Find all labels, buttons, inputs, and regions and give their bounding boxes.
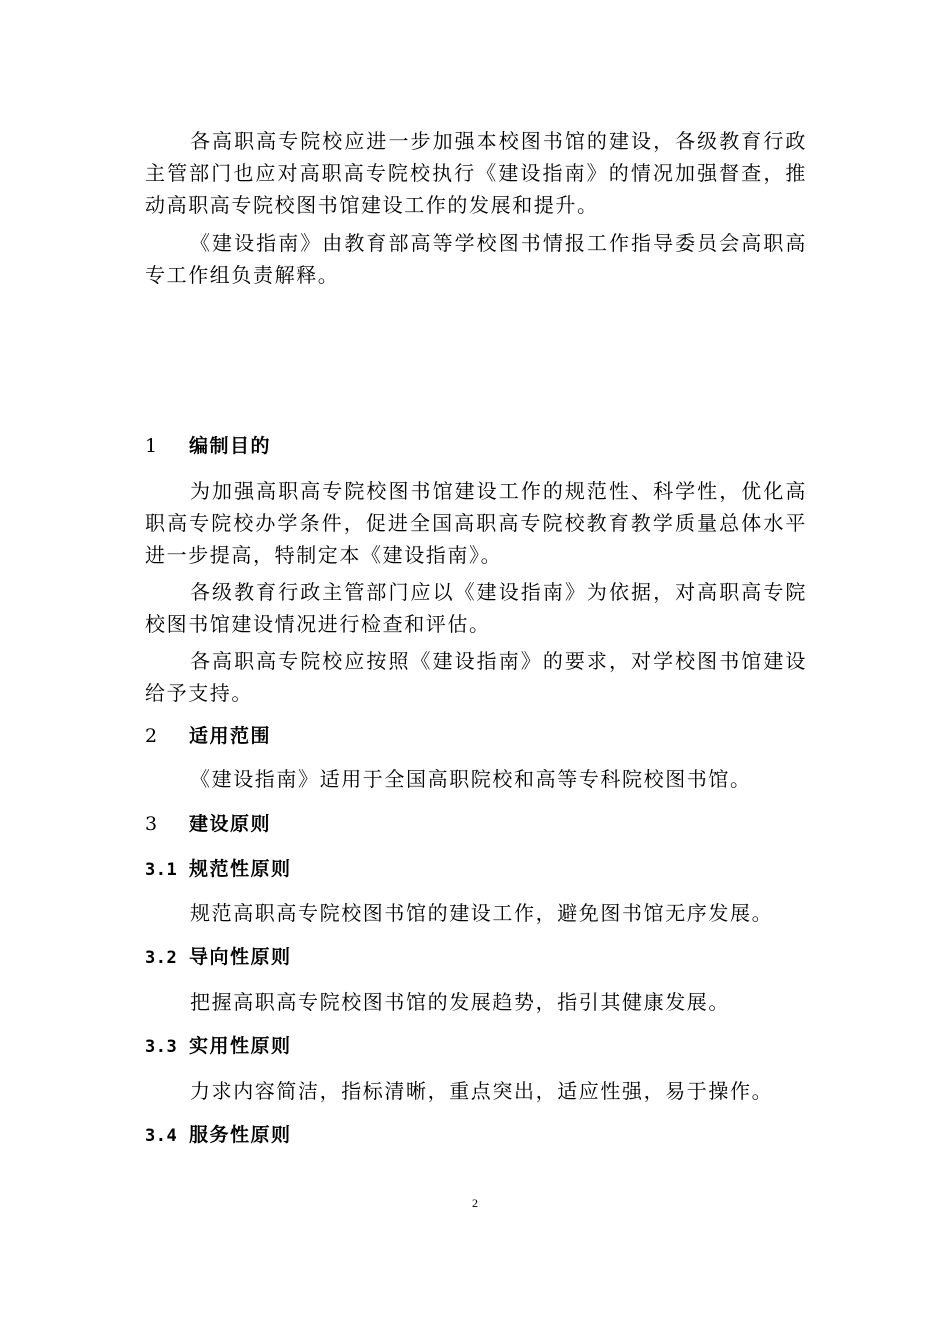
section-2-title: 适用范围: [189, 725, 272, 747]
section-3-2-paragraph: 把握高职高专院校图书馆的发展趋势，指引其健康发展。: [190, 990, 730, 1014]
section-3-heading: [145, 810, 271, 838]
section-1-heading: [145, 432, 271, 460]
section-2-paragraph-1: 《建设指南》适用于全国高职院校和高等专科院校图书馆。: [190, 767, 752, 791]
section-3-3-number: 3.3: [145, 1037, 178, 1057]
section-3-4-title: 服务性原则: [189, 1124, 292, 1146]
section-2-number: 2: [145, 725, 159, 747]
section-3-1-title: 规范性原则: [189, 858, 292, 880]
section-3-2-number: 3.2: [145, 948, 178, 968]
section-3-3-heading: [145, 1032, 292, 1061]
section-3-2-heading: [145, 943, 292, 972]
section-3-title: 建设原则: [189, 813, 272, 835]
section-2-heading: [145, 722, 271, 750]
section-3-3-title: 实用性原则: [189, 1035, 292, 1057]
section-1-paragraph-1: 为加强高职高专院校图书馆建设工作的规范性、科学性，优化高职高专院校办学条件，促进全国高职高专院校教育教学质量总体水平进一步提高，特制定本《建设指南》。: [145, 479, 807, 567]
section-3-3-paragraph: 力求内容简洁，指标清晰，重点突出，适应性强，易于操作。: [190, 1079, 774, 1103]
section-1-paragraph-2: 各级教育行政主管部门应以《建设指南》为依据，对高职高专院校图书馆建设情况进行检查和评估。: [145, 580, 807, 636]
intro-paragraph-1: 各高职高专院校应进一步加强本校图书馆的建设，各级教育行政主管部门也应对高职高专院校执行《建设指南》的情况加强督查，推动高职高专院校图书馆建设工作的发展和提升。: [145, 129, 807, 217]
section-3-1-paragraph: 规范高职高专院校图书馆的建设工作，避免图书馆无序发展。: [190, 901, 774, 925]
intro-paragraph-2: 《建设指南》由教育部高等学校图书情报工作指导委员会高职高专工作组负责解释。: [145, 231, 807, 287]
section-3-2-title: 导向性原则: [189, 946, 292, 968]
section-3-4-number: 3.4: [145, 1126, 178, 1146]
section-1-title: 编制目的: [189, 435, 272, 457]
section-3-1-heading: [145, 855, 292, 884]
section-3-1-number: 3.1: [145, 860, 178, 880]
section-1-number: 1: [145, 435, 159, 457]
section-1-paragraph-3: 各高职高专院校应按照《建设指南》的要求，对学校图书馆建设给予支持。: [145, 649, 807, 705]
section-3-number: 3: [145, 813, 159, 835]
page-number: 2: [472, 1196, 478, 1210]
section-3-4-heading: [145, 1121, 292, 1150]
